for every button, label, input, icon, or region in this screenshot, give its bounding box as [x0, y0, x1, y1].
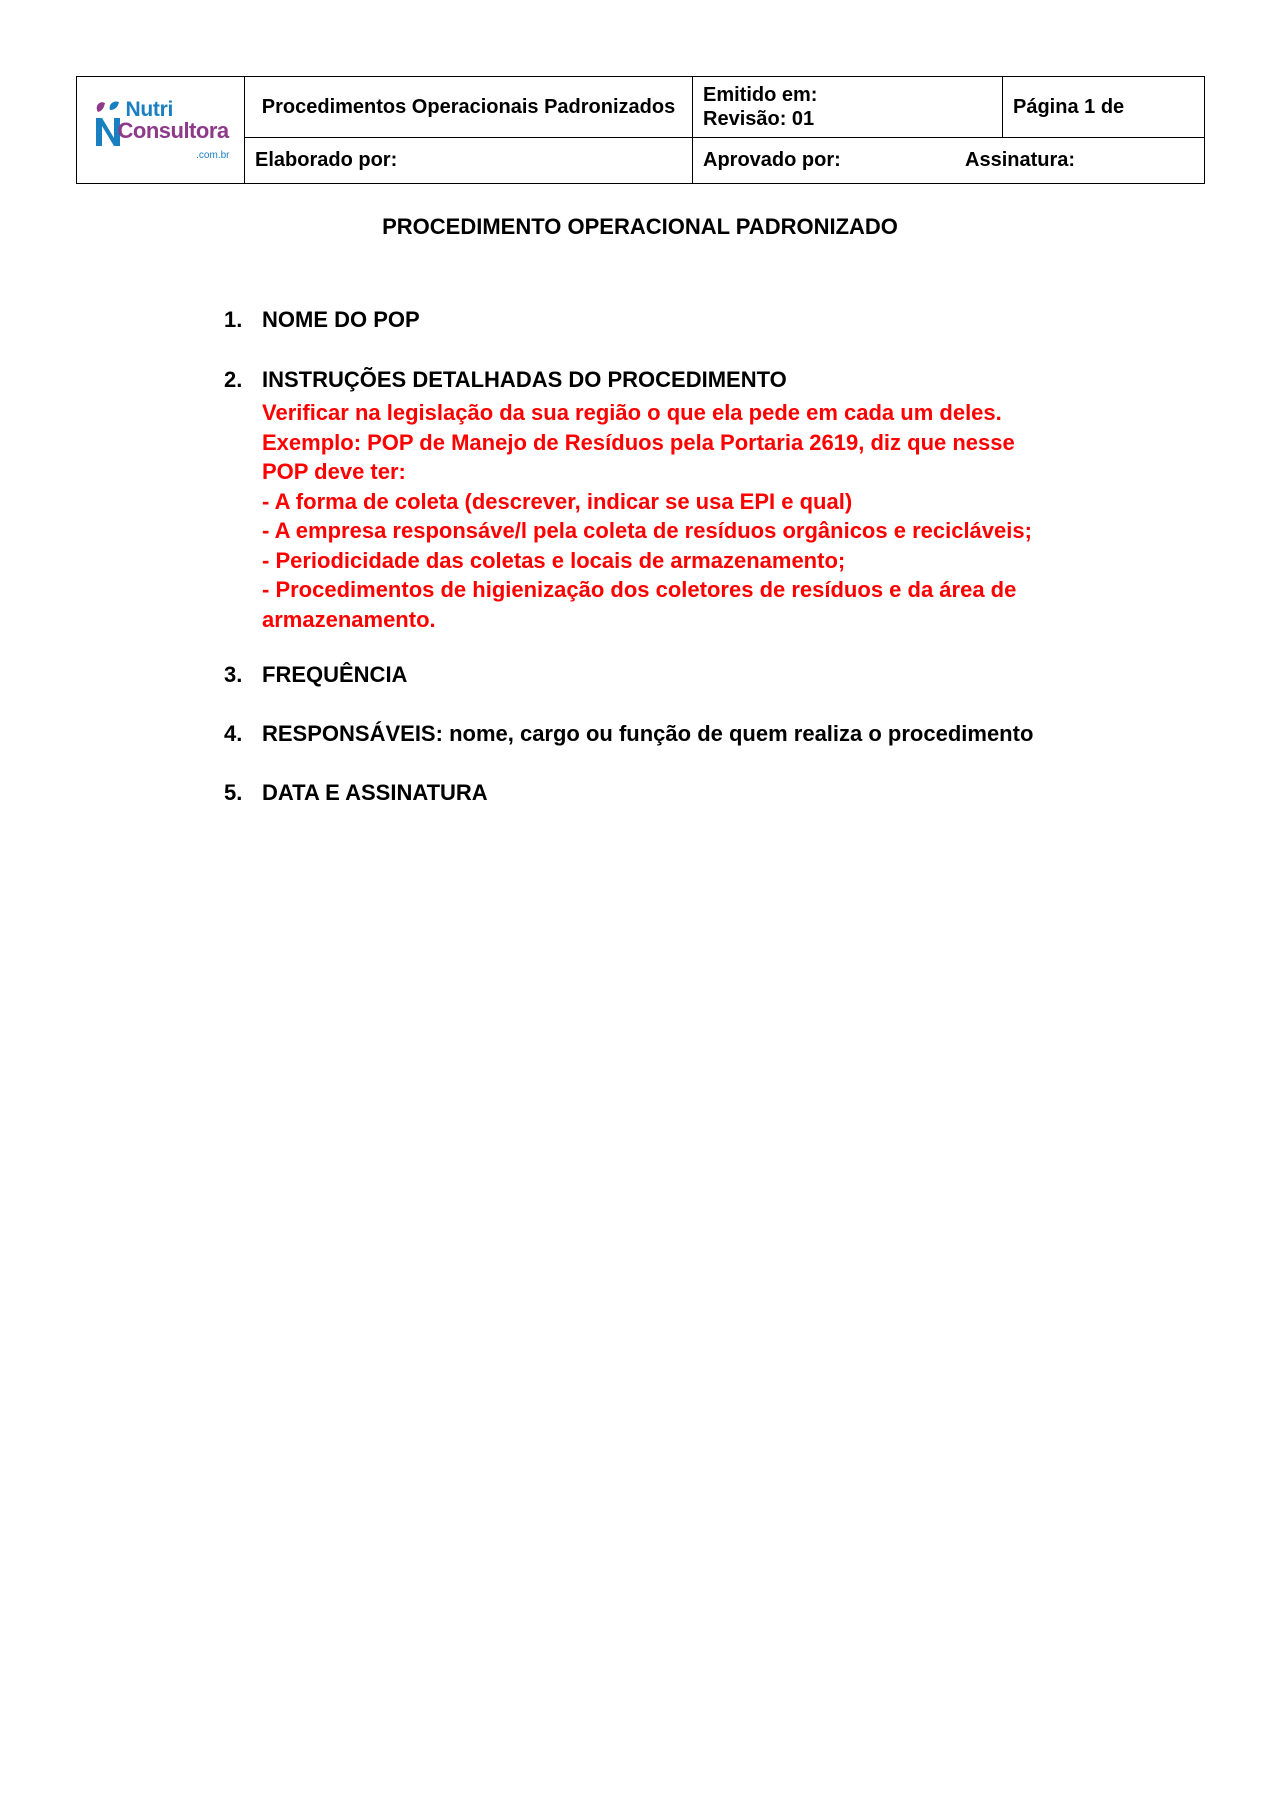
- emitido-label: Emitido em:: [703, 83, 818, 106]
- section-detail: nome, cargo ou função de quem realiza o procedimento: [449, 721, 1034, 746]
- section-heading: DATA E ASSINATURA: [262, 780, 488, 805]
- aprovado-label: Aprovado por:: [703, 149, 841, 172]
- section-number: 3.: [224, 662, 243, 687]
- document-title: PROCEDIMENTO OPERACIONAL PADRONIZADO: [382, 214, 898, 239]
- logo-domain-text: .com.br: [196, 150, 230, 161]
- header-title: Procedimentos Operacionais Padronizados: [245, 77, 693, 138]
- instruction-line: Exemplo: POP de Manejo de Resíduos pela Portaria 2619, diz que nesse: [262, 429, 1015, 455]
- revisao-label: Revisão: 01: [703, 107, 815, 130]
- assinatura-label: Assinatura:: [965, 149, 1076, 172]
- approved-cell: [693, 137, 1205, 183]
- section-heading: INSTRUÇÕES DETALHADAS DO PROCEDIMENTO: [262, 367, 787, 392]
- instruction-line: armazenamento.: [262, 606, 436, 632]
- instruction-line: - Periodicidade das coletas e locais de armazenamento;: [262, 547, 846, 573]
- elaborado-label: Elaborado por:: [245, 137, 693, 183]
- instruction-line: - A empresa responsáve/l pela coleta de resíduos orgânicos e recicláveis;: [262, 518, 1032, 543]
- instructions-block: [262, 398, 1142, 634]
- section-number: 2.: [224, 367, 243, 392]
- logo-nutri-text: Nutri: [125, 98, 173, 121]
- instruction-line: Verificar na legislação da sua região o que ela pede em cada um deles.: [262, 400, 1002, 425]
- logo-consultora-text: Consultora: [117, 118, 229, 143]
- nutri-consultora-logo: [86, 92, 236, 162]
- section-number: 1.: [224, 307, 243, 332]
- logo-cell: [77, 77, 245, 184]
- instruction-line: - Procedimentos de higienização dos coletores de resíduos e da área de: [262, 577, 1017, 602]
- section-number: 5.: [224, 780, 243, 805]
- section-heading: FREQUÊNCIA: [262, 662, 408, 687]
- pagina-label: Página 1 de: [1003, 77, 1205, 138]
- instruction-line: - A forma de coleta (descrever, indicar se usa EPI e qual): [262, 488, 853, 514]
- header-table: [76, 76, 1205, 184]
- section-heading-line: [262, 719, 1132, 748]
- instruction-line: POP deve ter:: [262, 459, 406, 484]
- header-issue-cell: [693, 77, 1003, 138]
- section-heading: RESPONSÁVEIS:: [262, 721, 443, 746]
- section-heading: NOME DO POP: [262, 307, 420, 332]
- section-number: 4.: [224, 721, 243, 746]
